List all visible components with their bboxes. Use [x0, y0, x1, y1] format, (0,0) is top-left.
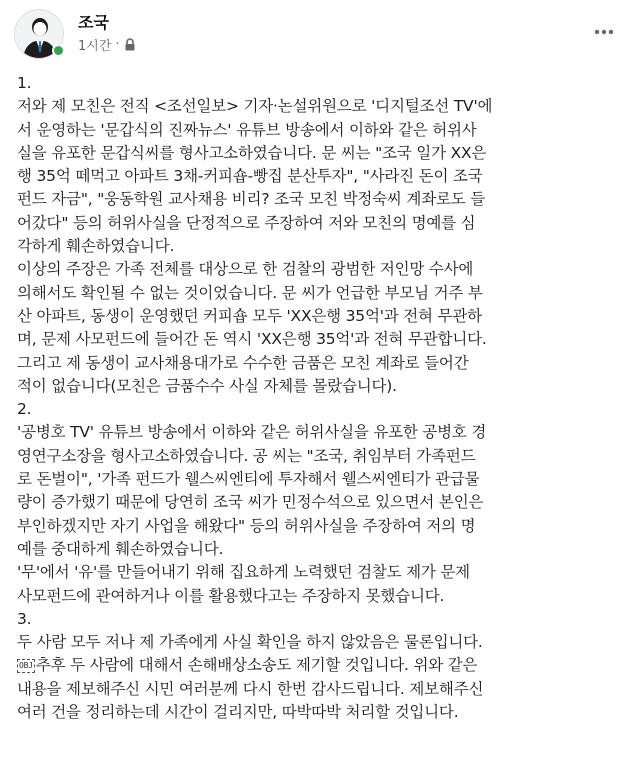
post-line: 2. [17, 400, 32, 419]
lock-icon [124, 38, 136, 51]
post-line-obj [17, 654, 631, 677]
post-body [17, 72, 631, 724]
post-header [0, 0, 640, 66]
post-line: 두 사람 모두 저나 제 가족에게 사실 확인을 하지 않았음은 물론입니다. [17, 633, 483, 652]
post-line: 며, 문제 사모펀드에 들어간 돈 역시 'XX은행 35억'과 전혀 무관합니다. [17, 330, 487, 349]
post-line: 서 운영하는 '문갑식의 진짜뉴스' 유튜브 방송에서 이하와 같은 허위사 [17, 120, 477, 139]
author-name[interactable]: 조국 [78, 13, 109, 32]
post-line: 어갔다" 등의 허위사실을 단정적으로 주장하여 저와 모친의 명예를 심 [17, 213, 476, 232]
post-line: 저와 제 모친은 전직 <조선일보> 기자·논설위원으로 '디지털조선 TV'에 [17, 97, 493, 116]
post-line: 영연구소장을 형사고소하였습니다. 공 씨는 "조국, 취임부터 가족펀드 [17, 446, 476, 465]
post-line: 량이 증가했기 때문에 당연히 조국 씨가 민정수석으로 있으면서 본인은 [17, 493, 484, 512]
post-line: 여러 건을 정리하는데 시간이 걸리지만, 따박따박 처리할 것입니다. [17, 703, 459, 722]
post-line: '공병호 TV' 유튜브 방송에서 이하와 같은 허위사실을 유포한 공병호 경 [17, 423, 487, 442]
post-line: 산 아파트, 동생이 운영했던 커피숍 모두 'XX은행 35억'과 전혀 무관하 [17, 306, 482, 325]
post-line: 이상의 주장은 가족 전체를 대상으로 한 검찰의 광범한 저인망 수사에 [17, 260, 474, 279]
online-status-dot [52, 44, 65, 57]
post-line: 그리고 제 동생이 교사채용대가로 수수한 금품은 모친 계좌로 들어간 [17, 353, 469, 372]
object-replacement-glyph: OBJ [17, 659, 35, 673]
post-line: 3. [17, 609, 32, 628]
post-line: 행 35억 떼먹고 아파트 3채-커피숍-빵집 분산투자", "사라진 돈이 조국 [17, 167, 483, 186]
post-line: 사모펀드에 관여하거나 이를 활용했다고는 주장하지 못했습니다. [17, 586, 445, 605]
post-line: 부인하겠지만 자기 사업을 해왔다" 등의 허위사실을 주장하여 저의 명 [17, 516, 476, 535]
post-line: 내용을 제보해주신 시민 여러분께 다시 한번 감사드립니다. 제보해주신 [17, 679, 484, 698]
post-line: 적이 없습니다(모친은 금품수수 사실 자체를 몰랐습니다). [17, 376, 397, 395]
post-line: 각하게 훼손하였습니다. [17, 237, 175, 256]
post-line-text: 추후 두 사람에 대해서 손해배상소송도 제기할 것입니다. 위와 같은 [35, 656, 478, 675]
post-meta [78, 36, 136, 52]
post-line: 의해서도 확인될 수 없는 것이었습니다. 문 씨가 언급한 부모님 거주 부 [17, 283, 483, 302]
post-line: 실을 유포한 문갑식씨를 형사고소하였습니다. 문 씨는 "조국 일가 XX은 [17, 143, 487, 162]
post-line: 펀드 자금", "웅동학원 교사채용 비리? 조국 모친 박정숙씨 계좌로도 들 [17, 190, 486, 209]
post-line: '무'에서 '유'를 만들어내기 위해 집요하게 노력했던 검찰도 제가 문제 [17, 563, 470, 582]
meta-separator: · [115, 36, 120, 52]
post-line: 예를 중대하게 훼손하였습니다. [17, 539, 224, 558]
post-line: 1. [17, 74, 32, 92]
post-line: 로 돈벌이", '가족 펀드가 웰스씨엔티에 투자해서 웰스씨엔티가 관급물 [17, 470, 480, 489]
more-options-icon[interactable] [586, 18, 622, 46]
post-time[interactable]: 1시간 [78, 38, 112, 54]
